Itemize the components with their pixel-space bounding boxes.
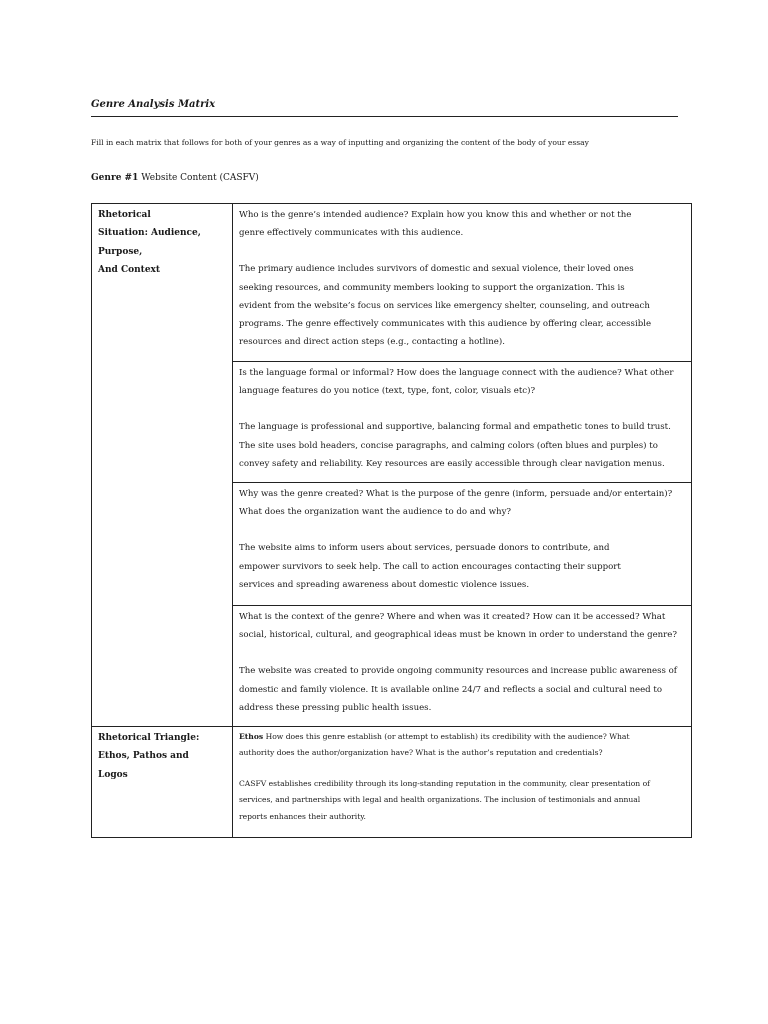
matrix-row <box>92 204 692 362</box>
rhetorical-situation-label: Rhetorical Situation: Audience, Purpose, And Context <box>98 210 201 275</box>
context-cell <box>233 606 692 727</box>
ethos-answer: CASFV establishes credibility through its long-standing reputation in the community, clear presentation of services, and partnerships with legal and health organizations. The inclusion of testimonials and annual reports enhances their authority. <box>239 778 650 821</box>
matrix-row <box>92 727 692 838</box>
genre-heading <box>91 173 259 183</box>
ethos-question: Ethos How does this genre establish (or attempt to establish) its credibility with the audience? What authority does the author/organization have? What is the author’s reputation and credentials? <box>239 732 630 758</box>
genre-analysis-matrix <box>91 203 692 838</box>
rhetorical-triangle-label-cell <box>92 727 233 838</box>
purpose-question: Why was the genre created? What is the purpose of the genre (inform, persuade and/or entertain)? What does the organization want the audience to do and why? <box>239 489 673 518</box>
context-answer: The website was created to provide ongoing community resources and increase public awareness of domestic and family violence. It is available online 24/7 and reflects a social and cultural need to address these pressing public health issues. <box>239 666 677 713</box>
instructions-text: Fill in each matrix that follows for both of your genres as a way of inputting and organizing the content of the body of your essay <box>91 138 589 147</box>
language-cell <box>233 362 692 483</box>
audience-question: Who is the genre’s intended audience? Explain how you know this and whether or not the genre effectively communicates with this audience. <box>239 210 632 239</box>
audience-cell <box>233 204 692 362</box>
rhetorical-triangle-label: Rhetorical Triangle: Ethos, Pathos and Logos <box>98 733 200 780</box>
ethos-cell <box>233 727 692 838</box>
genre-name: Website Content (CASFV) <box>141 173 259 183</box>
title-divider <box>91 116 678 117</box>
purpose-cell <box>233 483 692 606</box>
ethos-label: Ethos <box>239 732 264 741</box>
language-question: Is the language formal or informal? How does the language connect with the audience? What other language features do you notice (text, type, font, color, visuals etc)? <box>239 368 674 397</box>
language-answer: The language is professional and supportive, balancing formal and empathetic tones to build trust. The site uses bold headers, concise paragraphs, and calming colors (often blues and purples) to convey safety and reliability. Key resources are easily accessible through clear navigation menus. <box>239 422 671 469</box>
genre-number: Genre #1 <box>91 173 139 183</box>
rhetorical-situation-label-cell <box>92 204 233 727</box>
purpose-answer: The website aims to inform users about services, persuade donors to contribute, and empower survivors to seek help. The call to action encourages contacting their support services and spreading awareness about domestic violence issues. <box>239 543 621 590</box>
page-title: Genre Analysis Matrix <box>91 99 216 110</box>
context-question: What is the context of the genre? Where and when was it created? How can it be accessed? What social, historical, cultural, and geographical ideas must be known in order to understand the genre? <box>239 612 677 641</box>
audience-answer: The primary audience includes survivors of domestic and sexual violence, their loved ones seeking resources, and community members looking to support the organization. This is evident from the website’s focus on services like emergency shelter, counseling, and outreach programs. The genre effectively communicates with this audience by offering clear, accessible resources and direct action steps (e.g., contacting a hotline). <box>239 264 652 348</box>
